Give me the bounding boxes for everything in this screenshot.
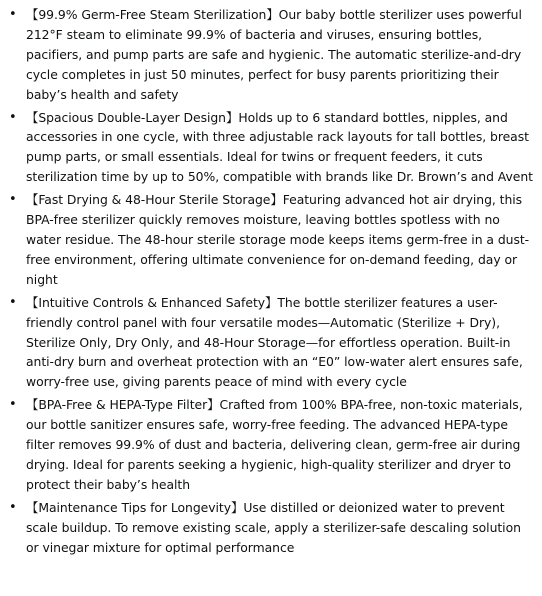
feature-text: Holds up to 6 standard bottles, nipples, and accessories in one cycle, with three adjustable rack layouts for tall bottles, breast pump parts, or small essentials. Ideal for twins or frequent feeders, it cuts sterilization time by up to 50%, compatible with brands like Dr. Brown’s and Avent [26, 109, 533, 185]
feature-text: The bottle sterilizer features a user-friendly control panel with four versatile modes—Automatic (Sterilize + Dry), Sterilize Only, Dry Only, and 48-Hour Storage—for effortless operation. Built-in anti-dry burn and overheat protection with an “E0” low-water alert ensures safe, worry-free use, giving parents peace of mind with every cycle [26, 294, 523, 390]
feature-item-bpa-free-filter [0, 395, 536, 495]
feature-title: 【Fast Drying & 48-Hour Sterile Storage】 [26, 192, 283, 208]
bullet-icon: • [9, 7, 17, 22]
feature-title: 【Intuitive Controls & Enhanced Safety】 [26, 294, 278, 310]
bullet-icon: • [9, 499, 17, 515]
feature-text: Crafted from 100% BPA-free, non-toxic materials, our bottle sanitizer ensures safe, worry-free feeding. The advanced HEPA-type filter removes 99.9% of dust and bacteria, delivering clean, germ-free air during drying. Ideal for parents seeking a hygienic, high-quality sterilizer and dryer to protect their baby’s health [26, 397, 523, 492]
bullet-icon: • [9, 294, 17, 310]
feature-item-steam-sterilization [0, 5, 536, 105]
feature-item-controls-safety [0, 293, 536, 393]
feature-title: 【Spacious Double-Layer Design】 [26, 109, 239, 125]
feature-item-maintenance [0, 498, 536, 558]
feature-item-fast-drying [0, 190, 536, 290]
feature-item-double-layer [0, 108, 536, 188]
feature-title: 【BPA-Free & HEPA-Type Filter】 [26, 397, 220, 413]
bullet-icon: • [9, 397, 17, 413]
feature-title: 【Maintenance Tips for Longevity】 [26, 499, 244, 515]
bullet-icon: • [9, 109, 17, 125]
feature-text: Featuring advanced hot air drying, this BPA-free sterilizer quickly removes moisture, leaving bottles spotless with no water residue. The 48-hour sterile storage mode keeps items germ-free in a dust-free environment, offering ultimate convenience for on-demand feeding, day or night [26, 192, 530, 287]
feature-text: Our baby bottle sterilizer uses powerful 212°F steam to eliminate 99.9% of bacteria and viruses, ensuring bottles, pacifiers, and pump parts are safe and hygienic. The automatic sterilize-and-dry cycle completes in just 50 minutes, perfect for busy parents prioritizing their baby’s health and safety [26, 7, 522, 102]
feature-title: 【99.9% Germ-Free Steam Sterilization】 [26, 7, 279, 22]
feature-text: Use distilled or deionized water to prevent scale buildup. To remove existing scale, apply a sterilizer-safe descaling solution or vinegar mixture for optimal performance [26, 499, 521, 555]
bullet-icon: • [9, 192, 17, 208]
